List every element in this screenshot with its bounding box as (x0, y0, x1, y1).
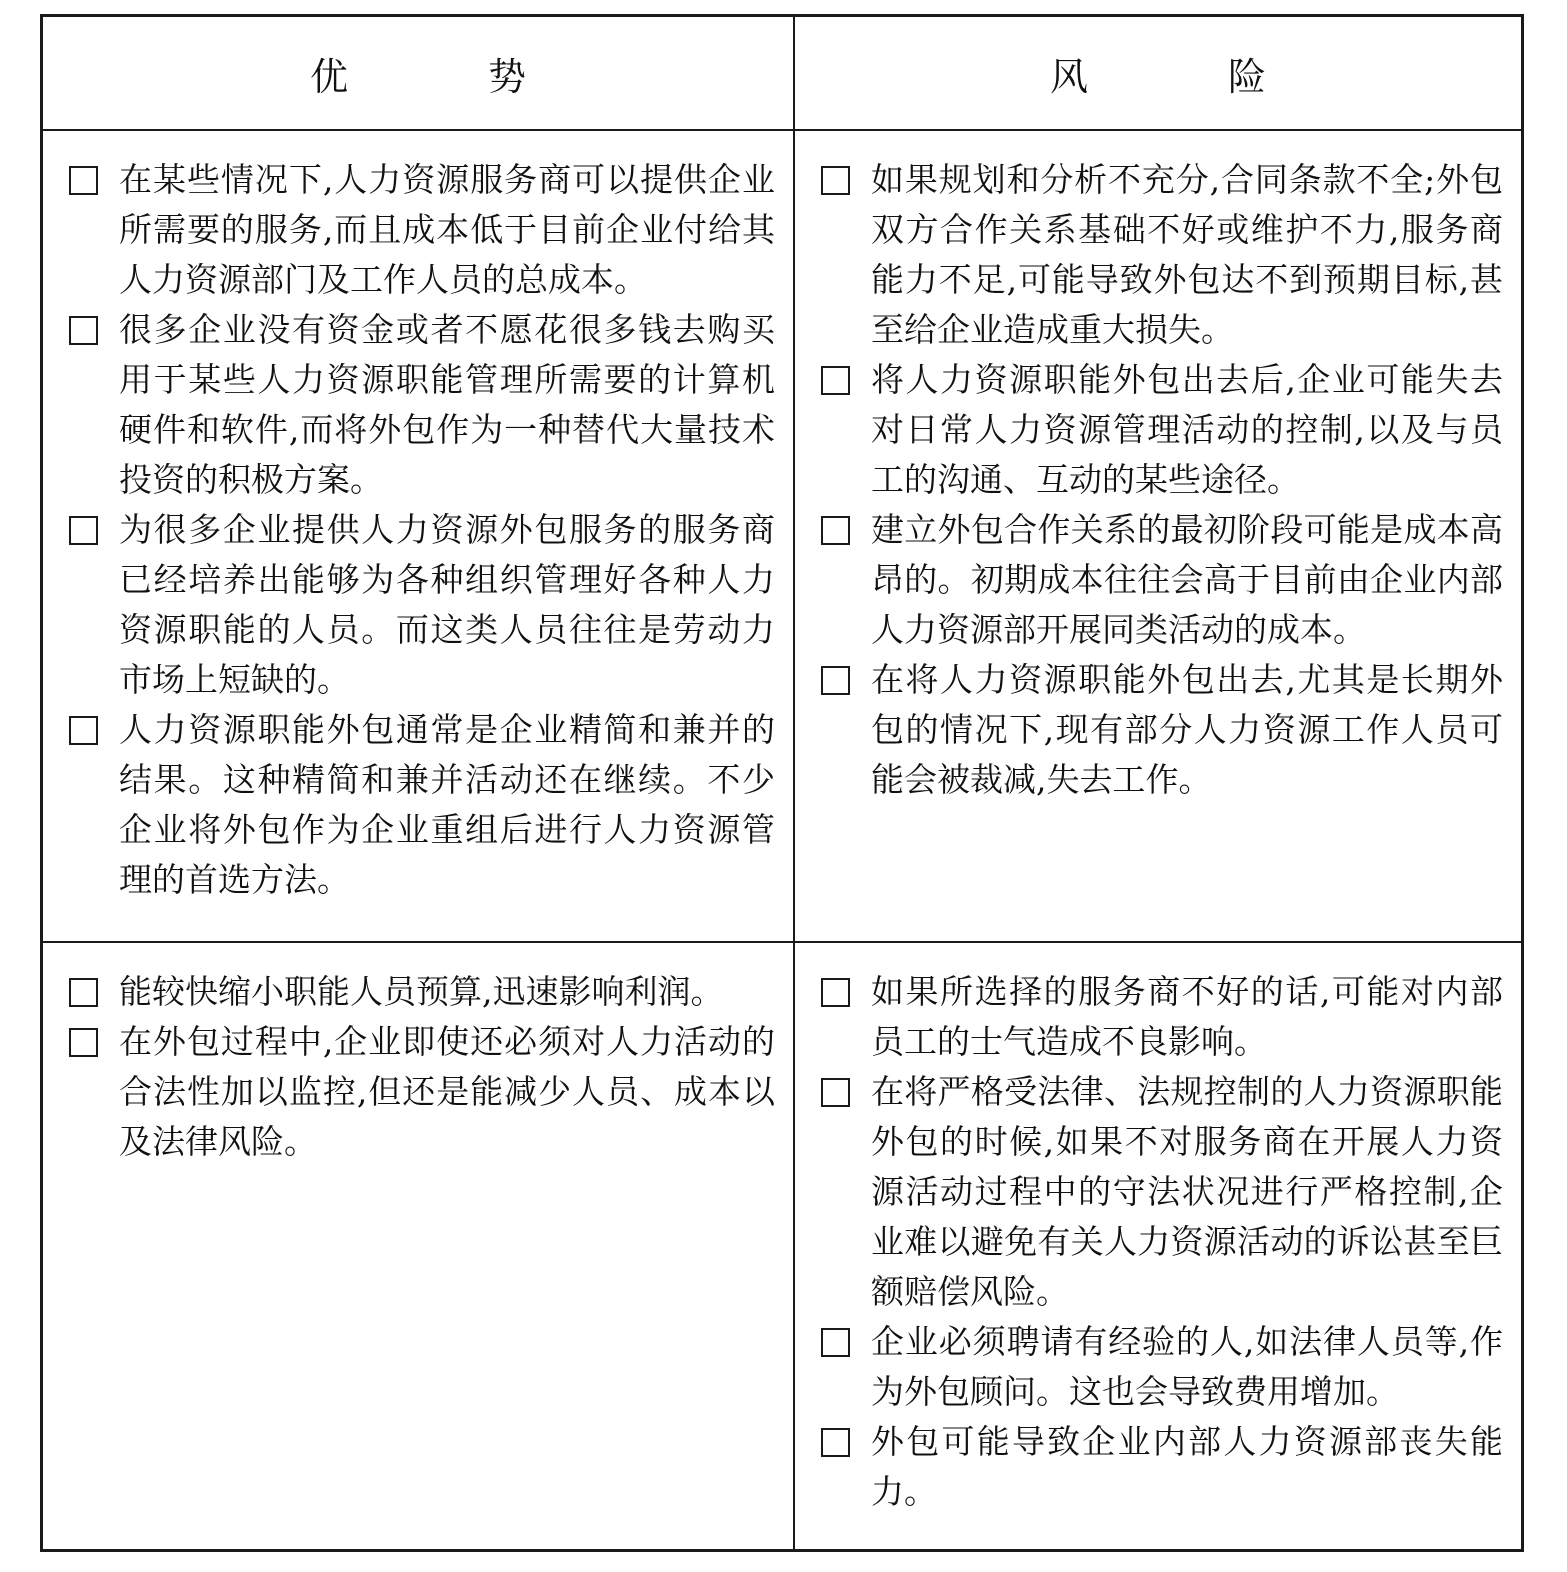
item-text: 建立外包合作关系的最初阶段可能是成本高昂的。初期成本往往会高于目前由企业内部人力资源部开展同类活动的成本。 (871, 510, 1503, 649)
list-item (69, 705, 775, 905)
item-text: 将人力资源职能外包出去后,企业可能失去对日常人力资源管理活动的控制,以及与员工的沟通、互动的某些途径。 (871, 360, 1503, 499)
list-item (69, 967, 775, 1017)
item-text: 在将严格受法律、法规控制的人力资源职能外包的时候,如果不对服务商在开展人力资源活动过程中的守法状况进行严格控制,企业难以避免有关人力资源活动的诉讼甚至巨额赔偿风险。 (871, 1072, 1503, 1311)
risks-cell (794, 130, 1521, 942)
table-row (43, 942, 1521, 1549)
item-text: 如果规划和分析不充分,合同条款不全;外包双方合作关系基础不好或维护不力,服务商能力不足,可能导致外包达不到预期目标,甚至给企业造成重大损失。 (871, 160, 1503, 349)
table-row (43, 130, 1521, 942)
item-text: 在将人力资源职能外包出去,尤其是长期外包的情况下,现有部分人力资源工作人员可能会被裁减,失去工作。 (871, 660, 1503, 799)
header-risks-label: 风险 (1049, 54, 1406, 99)
list-item (821, 655, 1503, 805)
list-item (69, 155, 775, 305)
risks-list (821, 967, 1503, 1517)
advantages-list (69, 155, 775, 905)
checkbox[interactable] (69, 166, 98, 195)
comparison-table (40, 14, 1524, 1552)
list-item (821, 1417, 1503, 1517)
risks-list (821, 155, 1503, 805)
item-text: 人力资源职能外包通常是企业精简和兼并的结果。这种精简和兼并活动还在继续。不少企业将外包作为企业重组后进行人力资源管理的首选方法。 (119, 710, 775, 899)
header-risks (794, 17, 1521, 130)
checkbox[interactable] (69, 716, 98, 745)
checkbox[interactable] (821, 166, 850, 195)
item-text: 外包可能导致企业内部人力资源部丧失能力。 (871, 1422, 1503, 1511)
checkbox[interactable] (69, 1028, 98, 1057)
item-text: 如果所选择的服务商不好的话,可能对内部员工的士气造成不良影响。 (871, 972, 1503, 1061)
list-item (69, 305, 775, 505)
list-item (821, 155, 1503, 355)
item-text: 为很多企业提供人力资源外包服务的服务商已经培养出能够为各种组织管理好各种人力资源职能的人员。而这类人员往往是劳动力市场上短缺的。 (119, 510, 775, 699)
list-item (69, 505, 775, 705)
list-item (69, 1017, 775, 1167)
checkbox[interactable] (821, 978, 850, 1007)
checkbox[interactable] (69, 316, 98, 345)
checkbox[interactable] (69, 978, 98, 1007)
advantages-cell (43, 130, 794, 942)
checkbox[interactable] (69, 516, 98, 545)
item-text: 很多企业没有资金或者不愿花很多钱去购买用于某些人力资源职能管理所需要的计算机硬件和软件,而将外包作为一种替代大量技术投资的积极方案。 (119, 310, 775, 499)
advantages-risks-table (43, 17, 1521, 1549)
item-text: 能较快缩小职能人员预算,迅速影响利润。 (119, 972, 724, 1011)
item-text: 在某些情况下,人力资源服务商可以提供企业所需要的服务,而且成本低于目前企业付给其人力资源部门及工作人员的总成本。 (119, 160, 775, 299)
checkbox[interactable] (821, 1328, 850, 1357)
checkbox[interactable] (821, 1078, 850, 1107)
risks-cell (794, 942, 1521, 1549)
checkbox[interactable] (821, 516, 850, 545)
header-row (43, 17, 1521, 130)
checkbox[interactable] (821, 366, 850, 395)
list-item (821, 505, 1503, 655)
checkbox[interactable] (821, 666, 850, 695)
list-item (821, 355, 1503, 505)
checkbox[interactable] (821, 1428, 850, 1457)
header-advantages (43, 17, 794, 130)
item-text: 在外包过程中,企业即使还必须对人力活动的合法性加以监控,但还是能减少人员、成本以及法律风险。 (119, 1022, 775, 1161)
item-text: 企业必须聘请有经验的人,如法律人员等,作为外包顾问。这也会导致费用增加。 (871, 1322, 1503, 1411)
list-item (821, 1067, 1503, 1317)
list-item (821, 967, 1503, 1067)
list-item (821, 1317, 1503, 1417)
header-advantages-label: 优势 (309, 54, 666, 99)
advantages-list (69, 967, 775, 1167)
advantages-cell (43, 942, 794, 1549)
